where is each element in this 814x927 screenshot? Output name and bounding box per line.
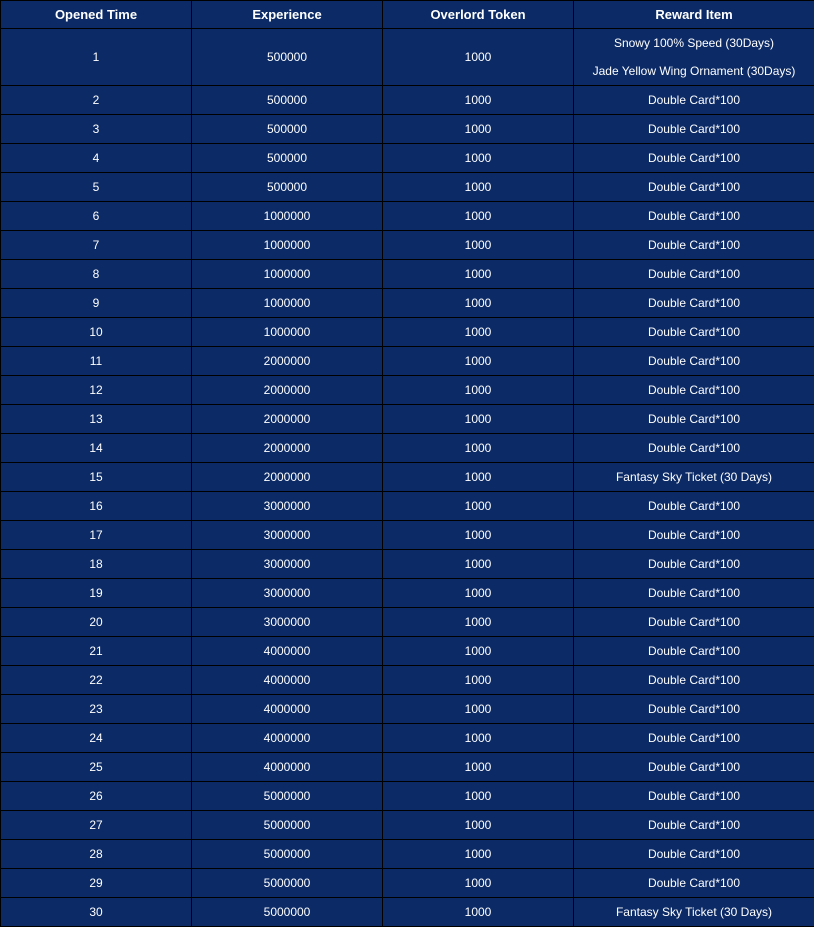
cell-experience: 5000000 <box>192 782 383 811</box>
cell-opened-time: 20 <box>1 608 192 637</box>
reward-item-text: Double Card*100 <box>574 782 814 810</box>
table-row <box>1 405 814 434</box>
table-row <box>1 608 814 637</box>
cell-reward-item <box>574 869 814 898</box>
table-row <box>1 637 814 666</box>
table-row <box>1 86 814 115</box>
cell-overlord-token: 1000 <box>383 782 574 811</box>
reward-item-text: Double Card*100 <box>574 811 814 839</box>
cell-opened-time: 8 <box>1 260 192 289</box>
cell-experience: 4000000 <box>192 695 383 724</box>
cell-overlord-token: 1000 <box>383 608 574 637</box>
cell-experience: 3000000 <box>192 608 383 637</box>
cell-opened-time: 15 <box>1 463 192 492</box>
reward-item-text: Double Card*100 <box>574 144 814 172</box>
cell-overlord-token: 1000 <box>383 724 574 753</box>
cell-opened-time: 16 <box>1 492 192 521</box>
cell-opened-time: 25 <box>1 753 192 782</box>
cell-experience: 5000000 <box>192 840 383 869</box>
reward-item-text: Fantasy Sky Ticket (30 Days) <box>574 898 814 926</box>
cell-reward-item <box>574 695 814 724</box>
cell-experience: 500000 <box>192 29 383 86</box>
cell-reward-item <box>574 231 814 260</box>
cell-experience: 4000000 <box>192 637 383 666</box>
cell-experience: 500000 <box>192 86 383 115</box>
cell-experience: 500000 <box>192 173 383 202</box>
cell-reward-item <box>574 898 814 927</box>
cell-reward-item <box>574 724 814 753</box>
cell-opened-time: 17 <box>1 521 192 550</box>
table-row <box>1 492 814 521</box>
cell-opened-time: 29 <box>1 869 192 898</box>
reward-item-text: Double Card*100 <box>574 347 814 375</box>
reward-item-text: Double Card*100 <box>574 173 814 201</box>
table-row <box>1 231 814 260</box>
reward-item-text: Double Card*100 <box>574 840 814 868</box>
table-row <box>1 289 814 318</box>
cell-opened-time: 22 <box>1 666 192 695</box>
table-row <box>1 173 814 202</box>
cell-reward-item <box>574 521 814 550</box>
cell-overlord-token: 1000 <box>383 434 574 463</box>
cell-experience: 2000000 <box>192 376 383 405</box>
cell-opened-time: 18 <box>1 550 192 579</box>
header-opened-time: Opened Time <box>1 1 192 29</box>
cell-reward-item <box>574 492 814 521</box>
reward-item-text: Double Card*100 <box>574 869 814 897</box>
cell-reward-item <box>574 318 814 347</box>
cell-reward-item <box>574 666 814 695</box>
cell-reward-item <box>574 347 814 376</box>
cell-reward-item <box>574 405 814 434</box>
cell-reward-item <box>574 29 814 86</box>
cell-reward-item <box>574 753 814 782</box>
table-row <box>1 811 814 840</box>
cell-overlord-token: 1000 <box>383 260 574 289</box>
cell-overlord-token: 1000 <box>383 753 574 782</box>
cell-experience: 2000000 <box>192 405 383 434</box>
cell-experience: 500000 <box>192 115 383 144</box>
cell-reward-item <box>574 463 814 492</box>
cell-opened-time: 21 <box>1 637 192 666</box>
cell-experience: 5000000 <box>192 898 383 927</box>
reward-item-text: Jade Yellow Wing Ornament (30Days) <box>574 57 814 85</box>
cell-overlord-token: 1000 <box>383 115 574 144</box>
cell-overlord-token: 1000 <box>383 898 574 927</box>
reward-item-text: Double Card*100 <box>574 115 814 143</box>
cell-reward-item <box>574 289 814 318</box>
table-row <box>1 782 814 811</box>
reward-item-text: Double Card*100 <box>574 405 814 433</box>
cell-opened-time: 10 <box>1 318 192 347</box>
cell-overlord-token: 1000 <box>383 869 574 898</box>
cell-opened-time: 5 <box>1 173 192 202</box>
cell-reward-item <box>574 782 814 811</box>
cell-experience: 1000000 <box>192 289 383 318</box>
reward-item-text: Double Card*100 <box>574 202 814 230</box>
cell-opened-time: 26 <box>1 782 192 811</box>
cell-experience: 5000000 <box>192 811 383 840</box>
table-row <box>1 695 814 724</box>
table-body <box>1 29 814 927</box>
table-row <box>1 666 814 695</box>
cell-overlord-token: 1000 <box>383 840 574 869</box>
cell-experience: 4000000 <box>192 666 383 695</box>
cell-opened-time: 9 <box>1 289 192 318</box>
cell-overlord-token: 1000 <box>383 637 574 666</box>
cell-overlord-token: 1000 <box>383 521 574 550</box>
cell-overlord-token: 1000 <box>383 376 574 405</box>
reward-item-text: Double Card*100 <box>574 608 814 636</box>
table-row <box>1 521 814 550</box>
reward-item-text: Double Card*100 <box>574 260 814 288</box>
cell-reward-item <box>574 202 814 231</box>
cell-experience: 4000000 <box>192 724 383 753</box>
table-row <box>1 29 814 86</box>
cell-experience: 3000000 <box>192 579 383 608</box>
cell-opened-time: 14 <box>1 434 192 463</box>
cell-overlord-token: 1000 <box>383 579 574 608</box>
cell-reward-item <box>574 550 814 579</box>
cell-experience: 1000000 <box>192 260 383 289</box>
cell-experience: 4000000 <box>192 753 383 782</box>
reward-item-text: Double Card*100 <box>574 695 814 723</box>
table-row <box>1 550 814 579</box>
reward-item-text: Fantasy Sky Ticket (30 Days) <box>574 463 814 491</box>
cell-opened-time: 28 <box>1 840 192 869</box>
cell-experience: 500000 <box>192 144 383 173</box>
cell-overlord-token: 1000 <box>383 666 574 695</box>
table-row <box>1 376 814 405</box>
cell-experience: 1000000 <box>192 202 383 231</box>
cell-reward-item <box>574 608 814 637</box>
cell-overlord-token: 1000 <box>383 347 574 376</box>
reward-item-text: Double Card*100 <box>574 550 814 578</box>
cell-reward-item <box>574 637 814 666</box>
table-row <box>1 579 814 608</box>
cell-opened-time: 3 <box>1 115 192 144</box>
table-row <box>1 260 814 289</box>
cell-opened-time: 27 <box>1 811 192 840</box>
header-experience: Experience <box>192 1 383 29</box>
table-row <box>1 463 814 492</box>
reward-item-text: Double Card*100 <box>574 376 814 404</box>
cell-experience: 3000000 <box>192 492 383 521</box>
cell-overlord-token: 1000 <box>383 144 574 173</box>
table-row <box>1 898 814 927</box>
table-row <box>1 724 814 753</box>
cell-reward-item <box>574 86 814 115</box>
reward-item-text: Double Card*100 <box>574 637 814 665</box>
cell-overlord-token: 1000 <box>383 173 574 202</box>
cell-overlord-token: 1000 <box>383 318 574 347</box>
table-row <box>1 347 814 376</box>
cell-overlord-token: 1000 <box>383 463 574 492</box>
cell-opened-time: 4 <box>1 144 192 173</box>
cell-overlord-token: 1000 <box>383 550 574 579</box>
cell-opened-time: 11 <box>1 347 192 376</box>
header-overlord-token: Overlord Token <box>383 1 574 29</box>
cell-experience: 2000000 <box>192 347 383 376</box>
reward-item-text: Double Card*100 <box>574 666 814 694</box>
cell-overlord-token: 1000 <box>383 202 574 231</box>
cell-overlord-token: 1000 <box>383 29 574 86</box>
reward-item-text: Double Card*100 <box>574 434 814 462</box>
reward-item-text: Double Card*100 <box>574 86 814 114</box>
reward-item-text: Double Card*100 <box>574 521 814 549</box>
reward-item-text: Double Card*100 <box>574 724 814 752</box>
cell-experience: 1000000 <box>192 231 383 260</box>
cell-reward-item <box>574 115 814 144</box>
cell-opened-time: 6 <box>1 202 192 231</box>
table-row <box>1 753 814 782</box>
cell-reward-item <box>574 579 814 608</box>
reward-item-text: Double Card*100 <box>574 492 814 520</box>
reward-item-text: Snowy 100% Speed (30Days) <box>574 29 814 57</box>
cell-experience: 3000000 <box>192 521 383 550</box>
table-row <box>1 434 814 463</box>
reward-item-text: Double Card*100 <box>574 318 814 346</box>
cell-opened-time: 30 <box>1 898 192 927</box>
cell-reward-item <box>574 144 814 173</box>
header-row <box>1 1 814 29</box>
cell-experience: 2000000 <box>192 463 383 492</box>
table-row <box>1 202 814 231</box>
cell-reward-item <box>574 434 814 463</box>
header-reward-item: Reward Item <box>574 1 814 29</box>
reward-item-text: Double Card*100 <box>574 231 814 259</box>
table-row <box>1 869 814 898</box>
reward-item-text: Double Card*100 <box>574 753 814 781</box>
cell-opened-time: 13 <box>1 405 192 434</box>
cell-experience: 1000000 <box>192 318 383 347</box>
cell-opened-time: 12 <box>1 376 192 405</box>
cell-opened-time: 2 <box>1 86 192 115</box>
cell-overlord-token: 1000 <box>383 695 574 724</box>
cell-reward-item <box>574 811 814 840</box>
cell-reward-item <box>574 376 814 405</box>
cell-opened-time: 19 <box>1 579 192 608</box>
cell-opened-time: 1 <box>1 29 192 86</box>
table-row <box>1 144 814 173</box>
cell-overlord-token: 1000 <box>383 405 574 434</box>
cell-overlord-token: 1000 <box>383 289 574 318</box>
cell-experience: 2000000 <box>192 434 383 463</box>
table-row <box>1 115 814 144</box>
reward-item-text: Double Card*100 <box>574 579 814 607</box>
cell-opened-time: 23 <box>1 695 192 724</box>
cell-overlord-token: 1000 <box>383 86 574 115</box>
cell-overlord-token: 1000 <box>383 231 574 260</box>
cell-overlord-token: 1000 <box>383 492 574 521</box>
reward-item-text: Double Card*100 <box>574 289 814 317</box>
cell-experience: 3000000 <box>192 550 383 579</box>
cell-overlord-token: 1000 <box>383 811 574 840</box>
table-row <box>1 318 814 347</box>
cell-experience: 5000000 <box>192 869 383 898</box>
table-row <box>1 840 814 869</box>
cell-opened-time: 24 <box>1 724 192 753</box>
cell-reward-item <box>574 840 814 869</box>
cell-reward-item <box>574 173 814 202</box>
cell-reward-item <box>574 260 814 289</box>
cell-opened-time: 7 <box>1 231 192 260</box>
